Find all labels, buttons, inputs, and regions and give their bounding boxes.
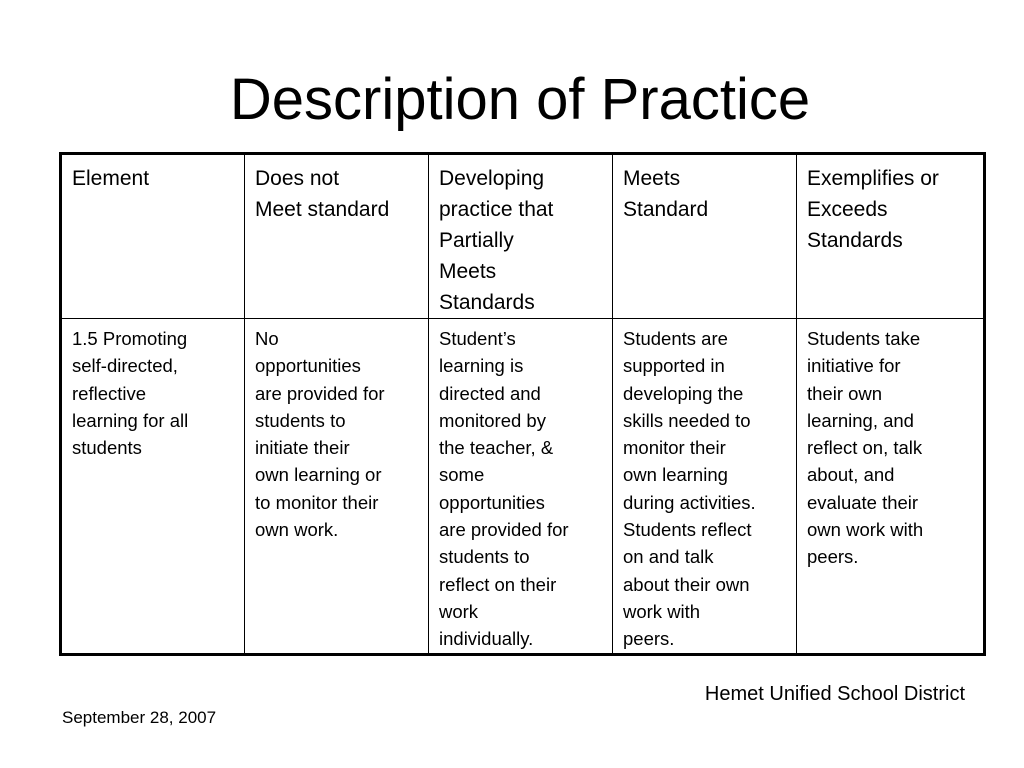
cell-developing	[429, 319, 613, 655]
header-text: Element	[72, 167, 150, 190]
cell-text: Students take initiative for their own learning, and reflect on, talk about, and evaluate their own work with peers.	[807, 328, 924, 568]
header-cell-element	[61, 154, 245, 319]
footer-date: September 28, 2007	[62, 708, 217, 727]
slide-title: Description of Practice	[229, 67, 811, 132]
cell-element	[61, 319, 245, 655]
footer-district: Hemet Unified School District	[704, 683, 965, 705]
cell-text: No opportunities are provided for students to initiate their own learning or to monitor their own work.	[255, 328, 385, 541]
table-header-row	[61, 154, 985, 319]
header-cell-meets	[613, 154, 797, 319]
header-text: Exemplifies or Exceeds Standards	[807, 167, 939, 252]
table-row	[61, 319, 985, 655]
cell-does-not-meet	[245, 319, 429, 655]
cell-text: Students are supported in developing the skills needed to monitor their own learning during activities. Students reflect on and talk about their own work with peers.	[623, 328, 756, 650]
cell-text: Student’s learning is directed and monitored by the teacher, & some opportunities are provided for students to reflect on their work individually.	[439, 328, 569, 650]
rubric-table	[59, 152, 986, 656]
cell-text: 1.5 Promoting self-directed, reflective learning for all students	[72, 328, 189, 459]
header-text: Meets Standard	[623, 167, 709, 221]
header-text: Does not Meet standard	[255, 167, 390, 221]
cell-meets	[613, 319, 797, 655]
header-cell-developing	[429, 154, 613, 319]
header-cell-does-not-meet	[245, 154, 429, 319]
header-text: Developing practice that Partially Meets Standards	[439, 167, 554, 314]
header-cell-exemplifies	[797, 154, 985, 319]
cell-exemplifies	[797, 319, 985, 655]
